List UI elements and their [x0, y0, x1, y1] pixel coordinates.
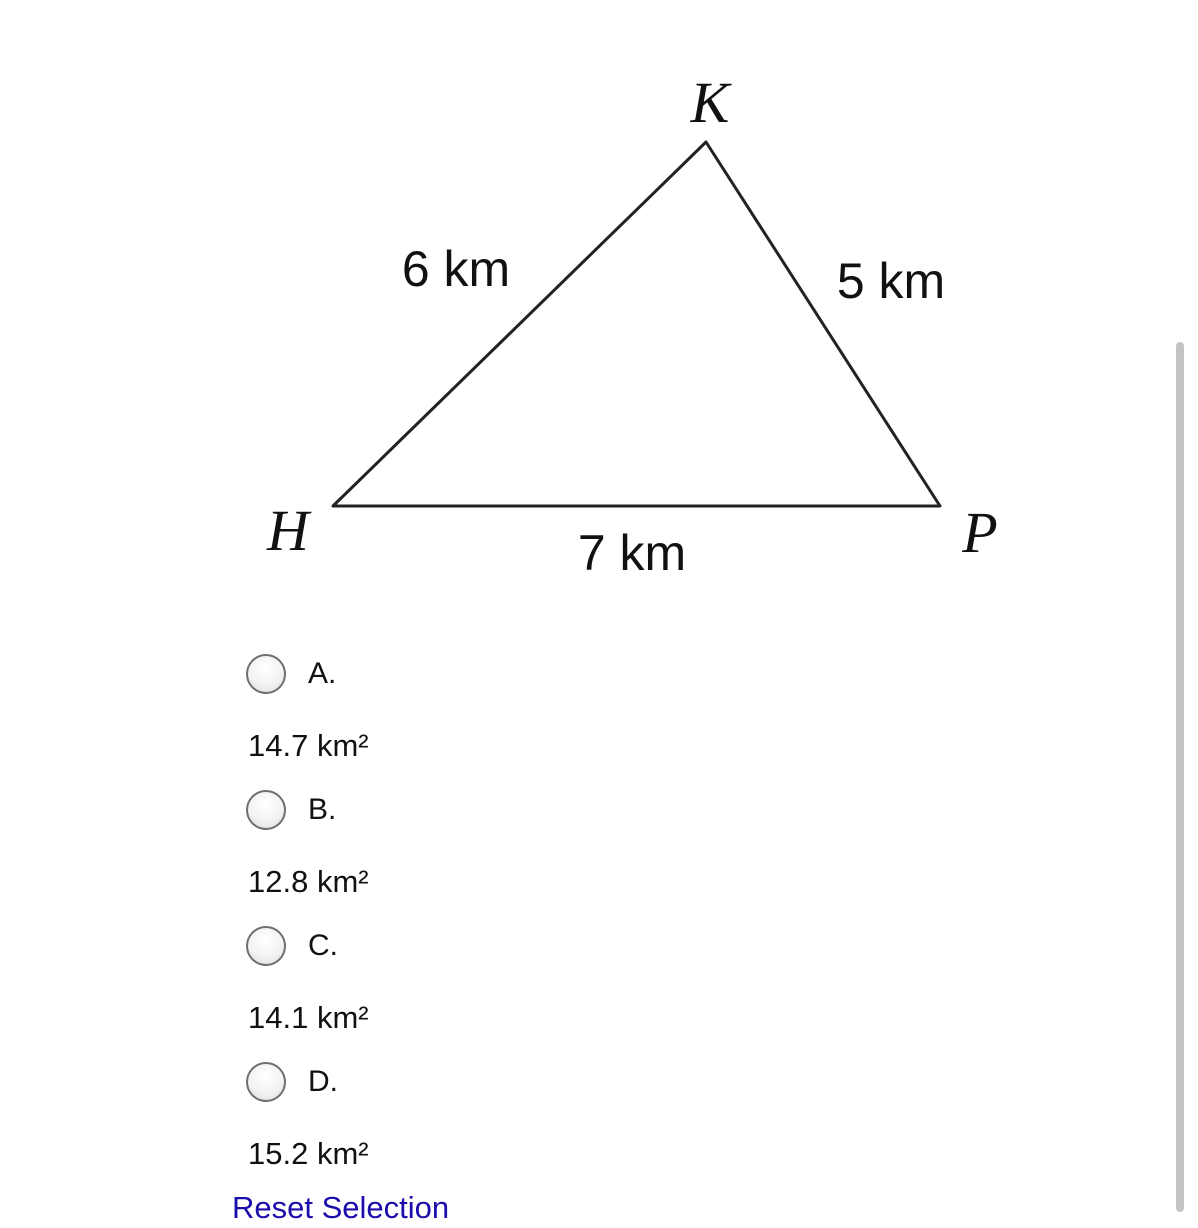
- choice-letter-c: C.: [308, 929, 338, 962]
- choice-value-d: 15.2 km²: [248, 1136, 369, 1171]
- radio-button-d[interactable]: [246, 1062, 286, 1102]
- radio-button-b[interactable]: [246, 790, 286, 830]
- side-label-kp: 5 km: [836, 253, 946, 309]
- triangle-hkp: [333, 142, 940, 506]
- choice-value-c: 14.1 km²: [248, 1000, 369, 1035]
- vertex-label-p: P: [962, 500, 998, 565]
- choice-value-b: 12.8 km²: [248, 864, 369, 899]
- choice-letter-b: B.: [308, 793, 337, 826]
- side-label-hp: 7 km: [577, 525, 687, 581]
- answer-choice-d[interactable]: [246, 1060, 369, 1174]
- answer-choice-a[interactable]: [246, 652, 369, 766]
- choice-letter-a: A.: [308, 657, 337, 690]
- answer-choice-b[interactable]: [246, 788, 369, 902]
- radio-button-a[interactable]: [246, 654, 286, 694]
- choice-letter-d: D.: [308, 1065, 338, 1098]
- choice-value-a: 14.7 km²: [248, 728, 369, 763]
- vertex-label-h: H: [267, 498, 309, 563]
- vertical-scrollbar[interactable]: [1176, 342, 1184, 1212]
- answer-choice-c[interactable]: [246, 924, 369, 1038]
- radio-button-c[interactable]: [246, 926, 286, 966]
- reset-selection-link[interactable]: Reset Selection: [232, 1190, 450, 1225]
- side-label-hk: 6 km: [401, 241, 511, 297]
- vertex-label-k: K: [690, 70, 730, 135]
